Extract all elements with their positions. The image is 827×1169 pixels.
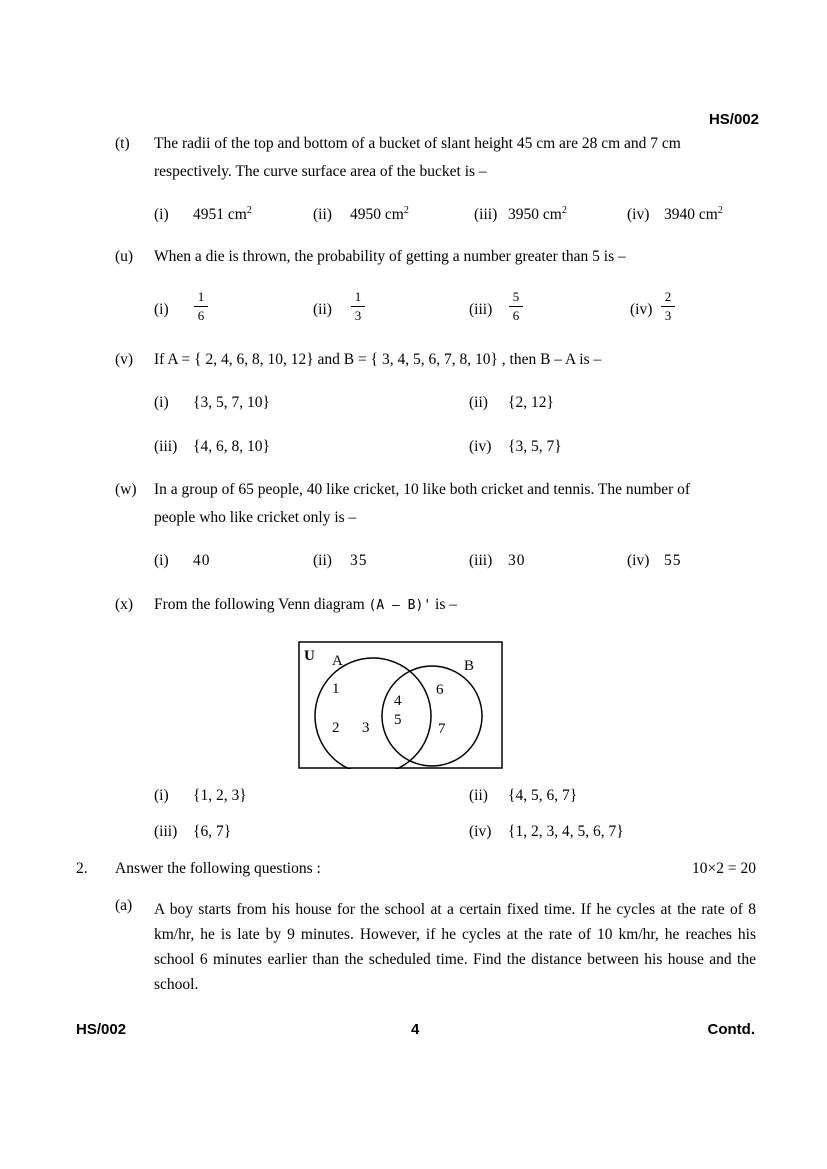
- option-v-4-num: (iv): [469, 438, 492, 455]
- venn-label-a: A: [332, 653, 343, 669]
- option-u-2-num: (ii): [313, 301, 332, 318]
- option-x-2-num: (ii): [469, 787, 488, 804]
- venn-element-7: 7: [438, 721, 446, 737]
- option-t-1: 4951 $cm^2$: [193, 204, 252, 223]
- venn-element-6: 6: [436, 682, 444, 698]
- question-x-label: (x): [115, 596, 134, 613]
- option-t-4-num: (iv): [627, 206, 650, 223]
- section-2-marks: 10×2 = 20: [692, 860, 756, 877]
- option-u-2-fraction: $\frac{1}{3}$: [351, 290, 365, 323]
- option-x-1-num: (i): [154, 787, 169, 804]
- option-u-3-fraction: $\frac{5}{6}$: [509, 290, 523, 323]
- venn-label-b: B: [464, 658, 475, 674]
- option-v-1-num: (i): [154, 394, 169, 411]
- question-v-text: If A = { 2, 4, 6, 8, 10, 12} and B = { 3, 4, 5, 6, 7, 8, 10} , then B – A is –: [154, 351, 602, 368]
- option-w-1-num: (i): [154, 552, 169, 569]
- option-v-2: {2, 12}: [508, 394, 554, 411]
- question-2a-label: (a): [115, 897, 133, 914]
- option-w-1: 40: [193, 552, 211, 569]
- question-t-line1: The radii of the top and bottom of a bucket of slant height 45 cm are 28 cm and 7 cm: [154, 135, 681, 152]
- question-t-label: (t): [115, 135, 130, 152]
- section-2-title: Answer the following questions :: [115, 860, 321, 877]
- option-w-3: 30: [508, 552, 526, 569]
- option-v-3-num: (iii): [154, 438, 178, 455]
- option-v-3: {4, 6, 8, 10}: [193, 438, 270, 455]
- option-t-3-num: (iii): [474, 206, 498, 223]
- question-u-text: When a die is thrown, the probability of getting a number greater than 5 is –: [154, 248, 626, 265]
- question-x-text: From the following Venn diagram (A – B)' is –: [154, 596, 458, 613]
- option-v-4: {3, 5, 7}: [508, 438, 562, 455]
- option-t-2-num: (ii): [313, 206, 332, 223]
- option-x-1: {1, 2, 3}: [193, 787, 247, 804]
- section-2-number: 2.: [76, 860, 88, 877]
- option-w-3-num: (iii): [469, 552, 493, 569]
- option-x-3-num: (iii): [154, 823, 178, 840]
- question-w-line2: people who like cricket only is –: [154, 509, 357, 526]
- option-v-1: {3, 5, 7, 10}: [193, 394, 270, 411]
- option-w-2-num: (ii): [313, 552, 332, 569]
- option-x-4-num: (iv): [469, 823, 492, 840]
- question-2a-text: A boy starts from his house for the school at a certain fixed time. If he cycles at the rate of 8 km/hr, he is late by 9 minutes. However, if he cycles at the rate of 10 km/hr, he reaches his school 6 minutes earlier than the scheduled time. Find the distance between his house and the school.: [154, 901, 756, 993]
- header-code: HS/002: [708, 111, 759, 128]
- venn-element-5: 5: [394, 712, 402, 728]
- venn-element-4: 4: [394, 693, 402, 709]
- footer-code: HS/002: [76, 1021, 127, 1038]
- option-x-2: {4, 5, 6, 7}: [508, 787, 578, 804]
- question-v-label: (v): [115, 351, 134, 368]
- option-t-1-num: (i): [154, 206, 169, 223]
- option-w-4-num: (iv): [627, 552, 650, 569]
- venn-diagram: [298, 641, 503, 769]
- option-u-1-num: (i): [154, 301, 169, 318]
- question-x-expression: (A – B)': [368, 598, 432, 613]
- option-u-3-num: (iii): [469, 301, 493, 318]
- option-u-1-fraction: $\frac{1}{6}$: [194, 290, 208, 323]
- question-u-label: (u): [115, 248, 134, 265]
- option-t-2: 4950 $cm^2$: [350, 204, 409, 223]
- question-t-line2: respectively. The curve surface area of the bucket is –: [154, 163, 487, 180]
- question-w-line1: In a group of 65 people, 40 like cricket, 10 like both cricket and tennis. The number of: [154, 481, 691, 498]
- question-w-label: (w): [115, 481, 137, 498]
- option-w-4: 55: [664, 552, 682, 569]
- option-t-3: 3950 $cm^2$: [508, 204, 567, 223]
- venn-label-u: U: [304, 648, 315, 664]
- option-x-3: {6, 7}: [193, 823, 232, 840]
- option-x-4: {1, 2, 3, 4, 5, 6, 7}: [508, 823, 624, 840]
- option-u-4-num: (iv): [630, 301, 653, 318]
- venn-circle-a: [315, 658, 431, 769]
- venn-element-3: 3: [362, 720, 370, 736]
- option-t-4: 3940 $cm^2$: [664, 204, 723, 223]
- option-w-2: 35: [350, 552, 368, 569]
- page-number: 4: [411, 1021, 420, 1038]
- venn-element-2: 2: [332, 720, 340, 736]
- option-u-4-fraction: $\frac{2}{3}$: [661, 290, 675, 323]
- footer-contd: Contd.: [707, 1021, 755, 1038]
- venn-element-1: 1: [332, 681, 340, 697]
- option-v-2-num: (ii): [469, 394, 488, 411]
